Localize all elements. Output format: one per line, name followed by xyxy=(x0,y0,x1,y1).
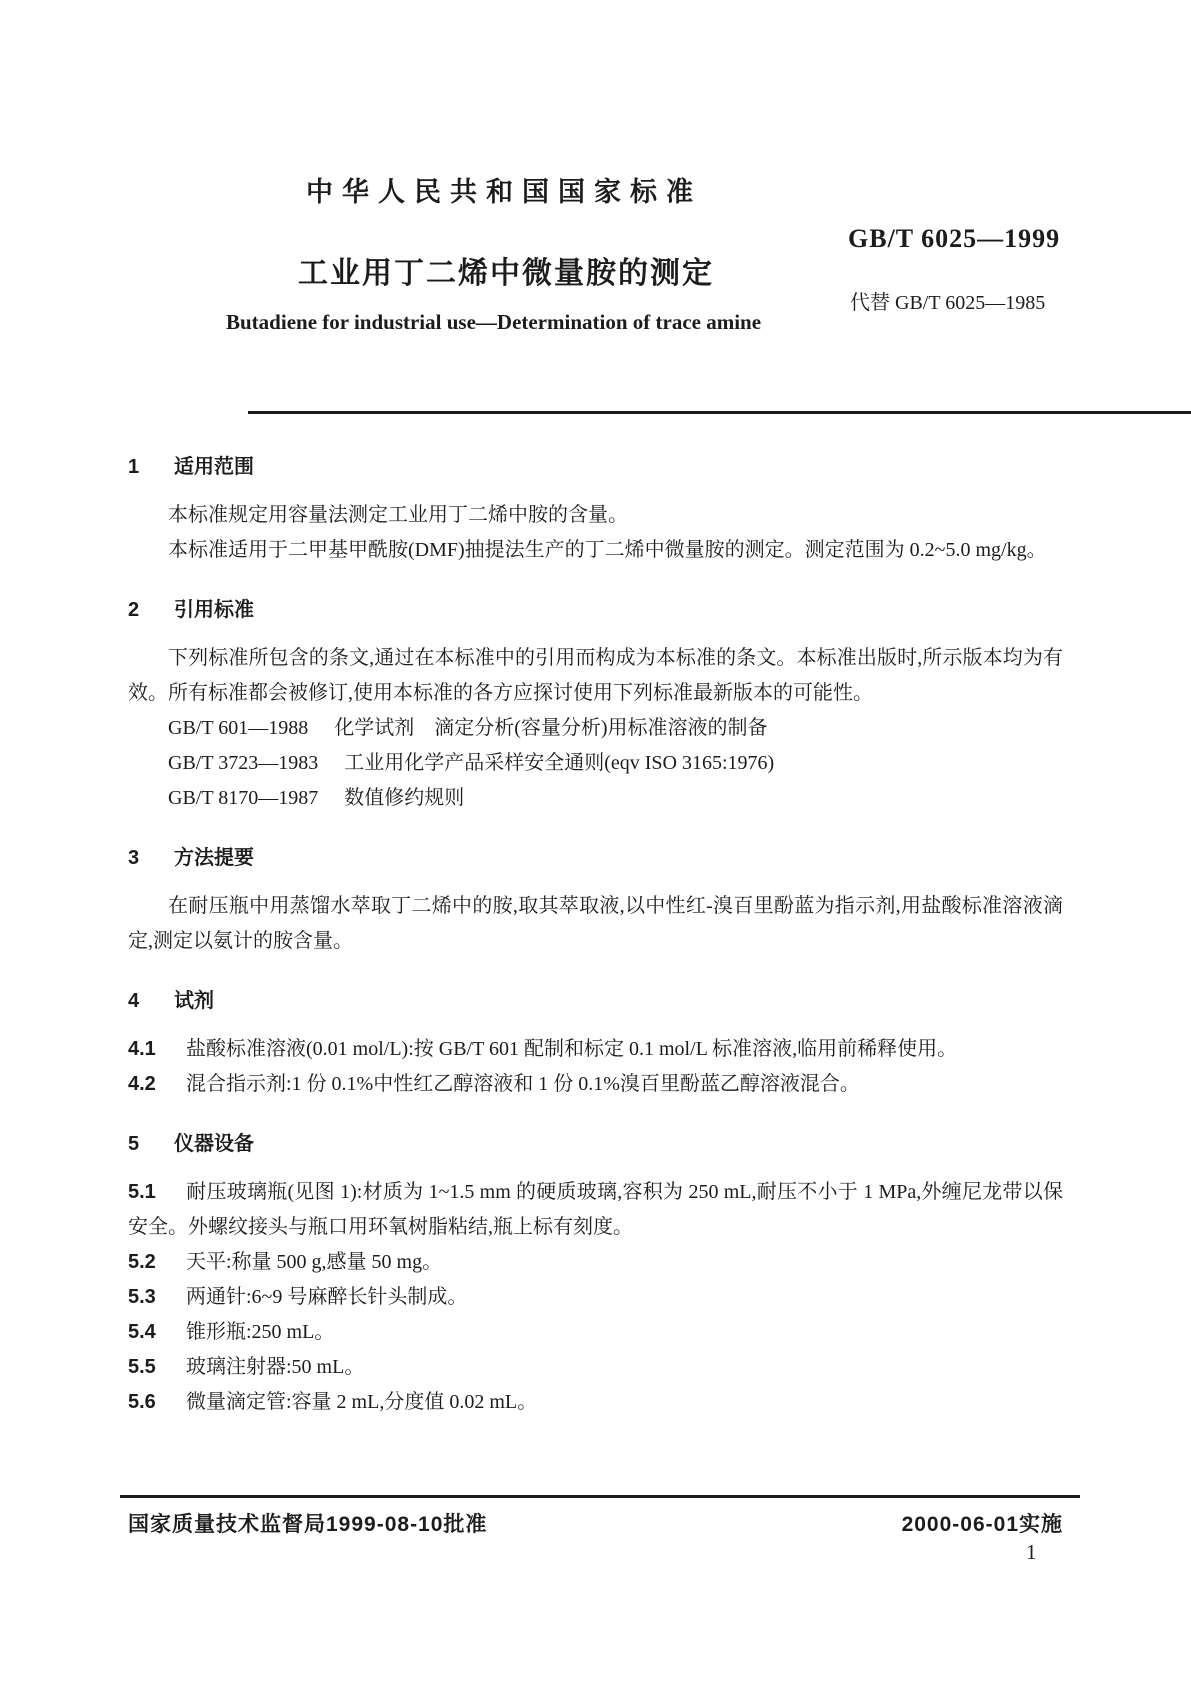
section-number: 3 xyxy=(128,847,140,869)
section-title: 方法提要 xyxy=(174,847,254,869)
paragraph: 在耐压瓶中用蒸馏水萃取丁二烯中的胺,取其萃取液,以中性红-溴百里酚蓝为指示剂,用盐酸标准溶液滴定,测定以氨计的胺含量。 xyxy=(128,895,1063,952)
section-2 xyxy=(128,593,1063,816)
clause-text: 天平:称量 500 g,感量 50 mg。 xyxy=(186,1251,443,1273)
paragraph: 本标准规定用容量法测定工业用丁二烯中胺的含量。 xyxy=(168,504,628,526)
reference-title: 化学试剂 滴定分析(容量分析)用标准溶液的制备 xyxy=(334,717,768,739)
clause-number: 4.1 xyxy=(128,1038,156,1060)
clause-item xyxy=(128,1067,1063,1102)
section-heading xyxy=(128,450,1063,485)
reference-code: GB/T 8170—1987 xyxy=(168,787,319,809)
paragraph: 本标准适用于二甲基甲酰胺(DMF)抽提法生产的丁二烯中微量胺的测定。测定范围为 0.2~5.0 mg/kg。 xyxy=(168,539,1047,561)
document-header xyxy=(128,0,1063,450)
paragraph: 下列标准所包含的条文,通过在本标准中的引用而构成为本标准的条文。本标准出版时,所示版本均为有效。所有标准都会被修订,使用本标准的各方应探讨使用下列标准最新版本的可能性。 xyxy=(128,647,1063,704)
section-heading xyxy=(128,984,1063,1019)
clause-number: 5.3 xyxy=(128,1286,156,1308)
clause-number: 5.2 xyxy=(128,1251,156,1273)
header-divider-rule xyxy=(248,411,1191,414)
clause-item xyxy=(128,1245,1063,1280)
section-number: 2 xyxy=(128,599,140,621)
clause-text: 混合指示剂:1 份 0.1%中性红乙醇溶液和 1 份 0.1%溴百里酚蓝乙醇溶液混合。 xyxy=(186,1073,860,1095)
section-title: 试剂 xyxy=(174,990,214,1012)
clause-number: 4.2 xyxy=(128,1073,156,1095)
clause-item xyxy=(128,1315,1063,1350)
clause-text: 玻璃注射器:50 mL。 xyxy=(186,1356,365,1378)
reference-line xyxy=(128,711,1063,746)
implementation-note: 2000-06-01实施 xyxy=(901,1513,1063,1536)
clause-item xyxy=(128,1280,1063,1315)
reference-line xyxy=(128,746,1063,781)
section-number: 4 xyxy=(128,990,140,1012)
section-heading xyxy=(128,1127,1063,1162)
reference-line xyxy=(128,781,1063,816)
clause-text: 耐压玻璃瓶(见图 1):材质为 1~1.5 mm 的硬质玻璃,容积为 250 mL,耐压不小于 1 MPa,外缠尼龙带以保安全。外螺纹接头与瓶口用环氧树脂粘结,瓶上标有刻度。 xyxy=(128,1181,1063,1238)
reference-title: 数值修约规则 xyxy=(344,787,465,809)
footer-divider-rule xyxy=(120,1495,1080,1498)
document-title-en: Butadiene for industrial use—Determination of trace amine xyxy=(226,310,762,334)
section-number: 1 xyxy=(128,456,140,478)
reference-code: GB/T 601—1988 xyxy=(168,717,309,739)
document-title-zh: 工业用丁二烯中微量胺的测定 xyxy=(298,257,714,290)
section-number: 5 xyxy=(128,1133,140,1155)
clause-item xyxy=(128,1032,1063,1067)
section-title: 仪器设备 xyxy=(174,1133,254,1155)
clause-number: 5.6 xyxy=(128,1391,156,1413)
clause-text: 锥形瓶:250 mL。 xyxy=(186,1321,335,1343)
page-number: 1 xyxy=(1026,1540,1037,1564)
document-body xyxy=(128,450,1063,1420)
clause-item xyxy=(128,1350,1063,1385)
clause-text: 微量滴定管:容量 2 mL,分度值 0.02 mL。 xyxy=(186,1391,538,1413)
section-4 xyxy=(128,984,1063,1102)
clause-item xyxy=(128,1385,1063,1420)
section-title: 引用标准 xyxy=(174,599,254,621)
section-5 xyxy=(128,1127,1063,1420)
section-3 xyxy=(128,841,1063,959)
clause-text: 两通针:6~9 号麻醉长针头制成。 xyxy=(186,1286,468,1308)
clause-number: 5.5 xyxy=(128,1356,156,1378)
section-title: 适用范围 xyxy=(174,456,254,478)
clause-item xyxy=(128,1175,1063,1245)
section-heading xyxy=(128,841,1063,876)
clause-number: 5.1 xyxy=(128,1181,156,1203)
reference-code: GB/T 3723—1983 xyxy=(168,752,319,774)
reference-title: 工业用化学产品采样安全通则(eqv ISO 3165:1976) xyxy=(344,752,775,774)
section-heading xyxy=(128,593,1063,628)
section-1 xyxy=(128,450,1063,568)
replaces-note: 代替 GB/T 6025—1985 xyxy=(850,292,1046,314)
clause-text: 盐酸标准溶液(0.01 mol/L):按 GB/T 601 配制和标定 0.1 mol/L 标准溶液,临用前稀释使用。 xyxy=(186,1038,958,1060)
approval-note: 国家质量技术监督局1999-08-10批准 xyxy=(128,1513,488,1536)
clause-number: 5.4 xyxy=(128,1321,156,1343)
standard-code: GB/T 6025—1999 xyxy=(848,224,1061,253)
national-standard-caption: 中华人民共和国国家标准 xyxy=(306,177,702,207)
